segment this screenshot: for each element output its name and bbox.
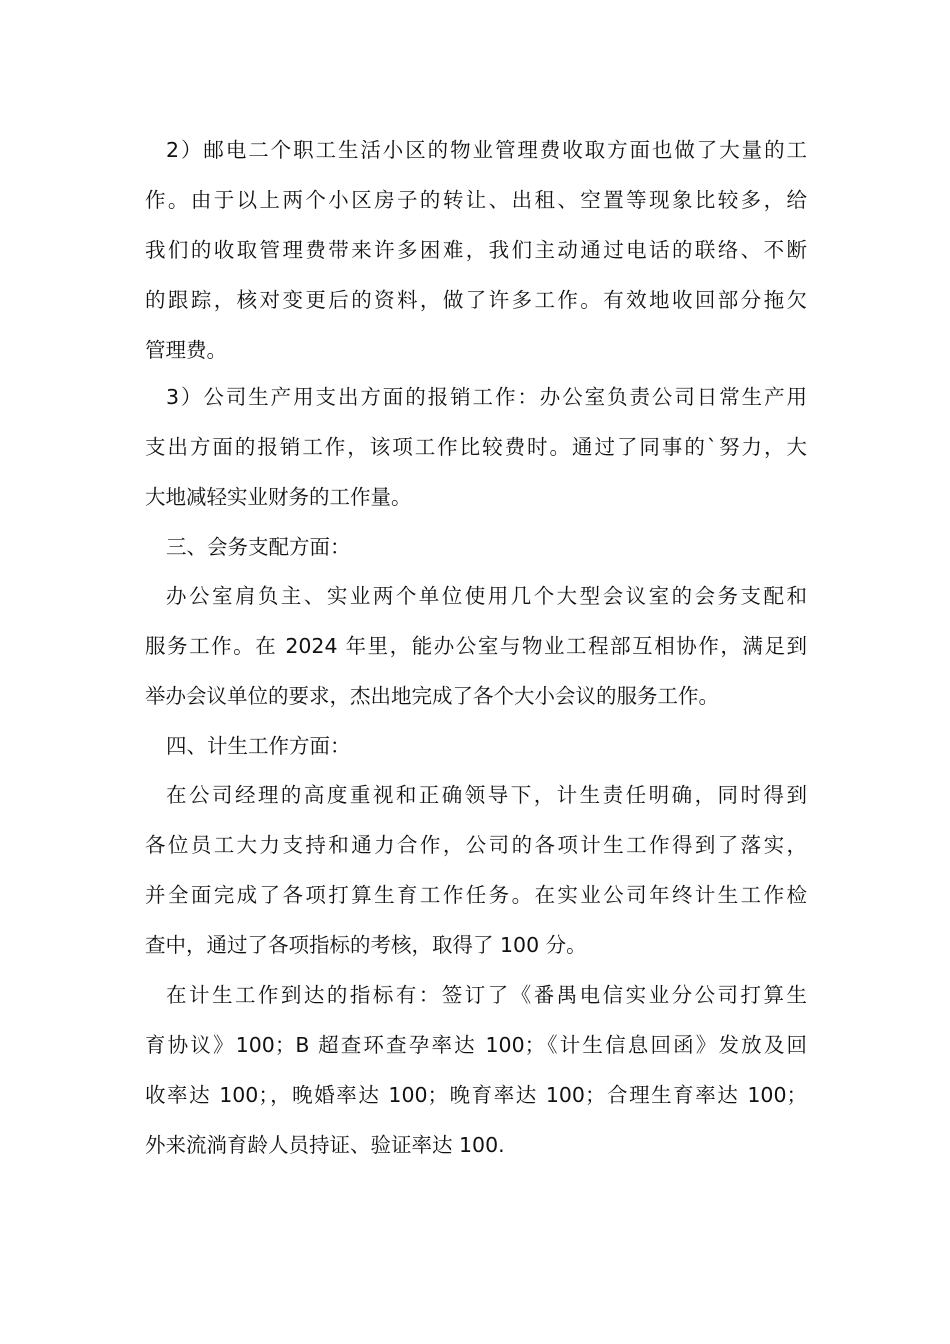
paragraph-line: 支出方面的报销工作，该项工作比较费时。通过了同事的`努力，大 — [145, 435, 807, 459]
paragraph-line: 3）公司生产用支出方面的报销工作：办公室负责公司日常生产用 — [166, 385, 807, 409]
section-heading: 三、会务支配方面： — [166, 535, 351, 559]
paragraph-line: 服务工作。在 2024 年里，能办公室与物业工程部互相协作，满足到 — [145, 634, 807, 658]
paragraph-line: 外来流淌育龄人员持证、验证率达 100. — [145, 1133, 505, 1157]
paragraph-line: 并全面完成了各项打算生育工作任务。在实业公司年终计生工作检 — [145, 883, 807, 907]
paragraph-line: 大地减轻实业财务的工作量。 — [145, 485, 412, 509]
paragraph-line: 举办会议单位的要求，杰出地完成了各个大小会议的服务工作。 — [145, 684, 719, 708]
paragraph-line: 管理费。 — [145, 338, 227, 362]
paragraph-line: 育协议》100；B 超查环查孕率达 100；《计生信息回函》发放及回 — [145, 1033, 807, 1057]
paragraph-line: 在公司经理的高度重视和正确领导下，计生责任明确，同时得到 — [166, 783, 807, 807]
paragraph-line: 收率达 100；，晚婚率达 100；晚育率达 100；合理生育率达 100； — [145, 1083, 807, 1107]
section-heading: 四、计生工作方面： — [166, 734, 351, 758]
paragraph-line: 各位员工大力支持和通力合作，公司的各项计生工作得到了落实， — [145, 833, 807, 857]
paragraph-line: 2）邮电二个职工生活小区的物业管理费收取方面也做了大量的工 — [166, 138, 807, 162]
paragraph-line: 的跟踪，核对变更后的资料，做了许多工作。有效地收回部分拖欠 — [145, 288, 807, 312]
paragraph-line: 查中，通过了各项指标的考核，取得了 100 分。 — [145, 933, 587, 957]
paragraph-line: 办公室肩负主、实业两个单位使用几个大型会议室的会务支配和 — [166, 584, 807, 608]
paragraph-line: 我们的收取管理费带来许多困难，我们主动通过电话的联络、不断 — [145, 238, 807, 262]
paragraph-line: 作。由于以上两个小区房子的转让、出租、空置等现象比较多，给 — [145, 188, 807, 212]
paragraph-line: 在计生工作到达的指标有：签订了《番禺电信实业分公司打算生 — [166, 983, 807, 1007]
